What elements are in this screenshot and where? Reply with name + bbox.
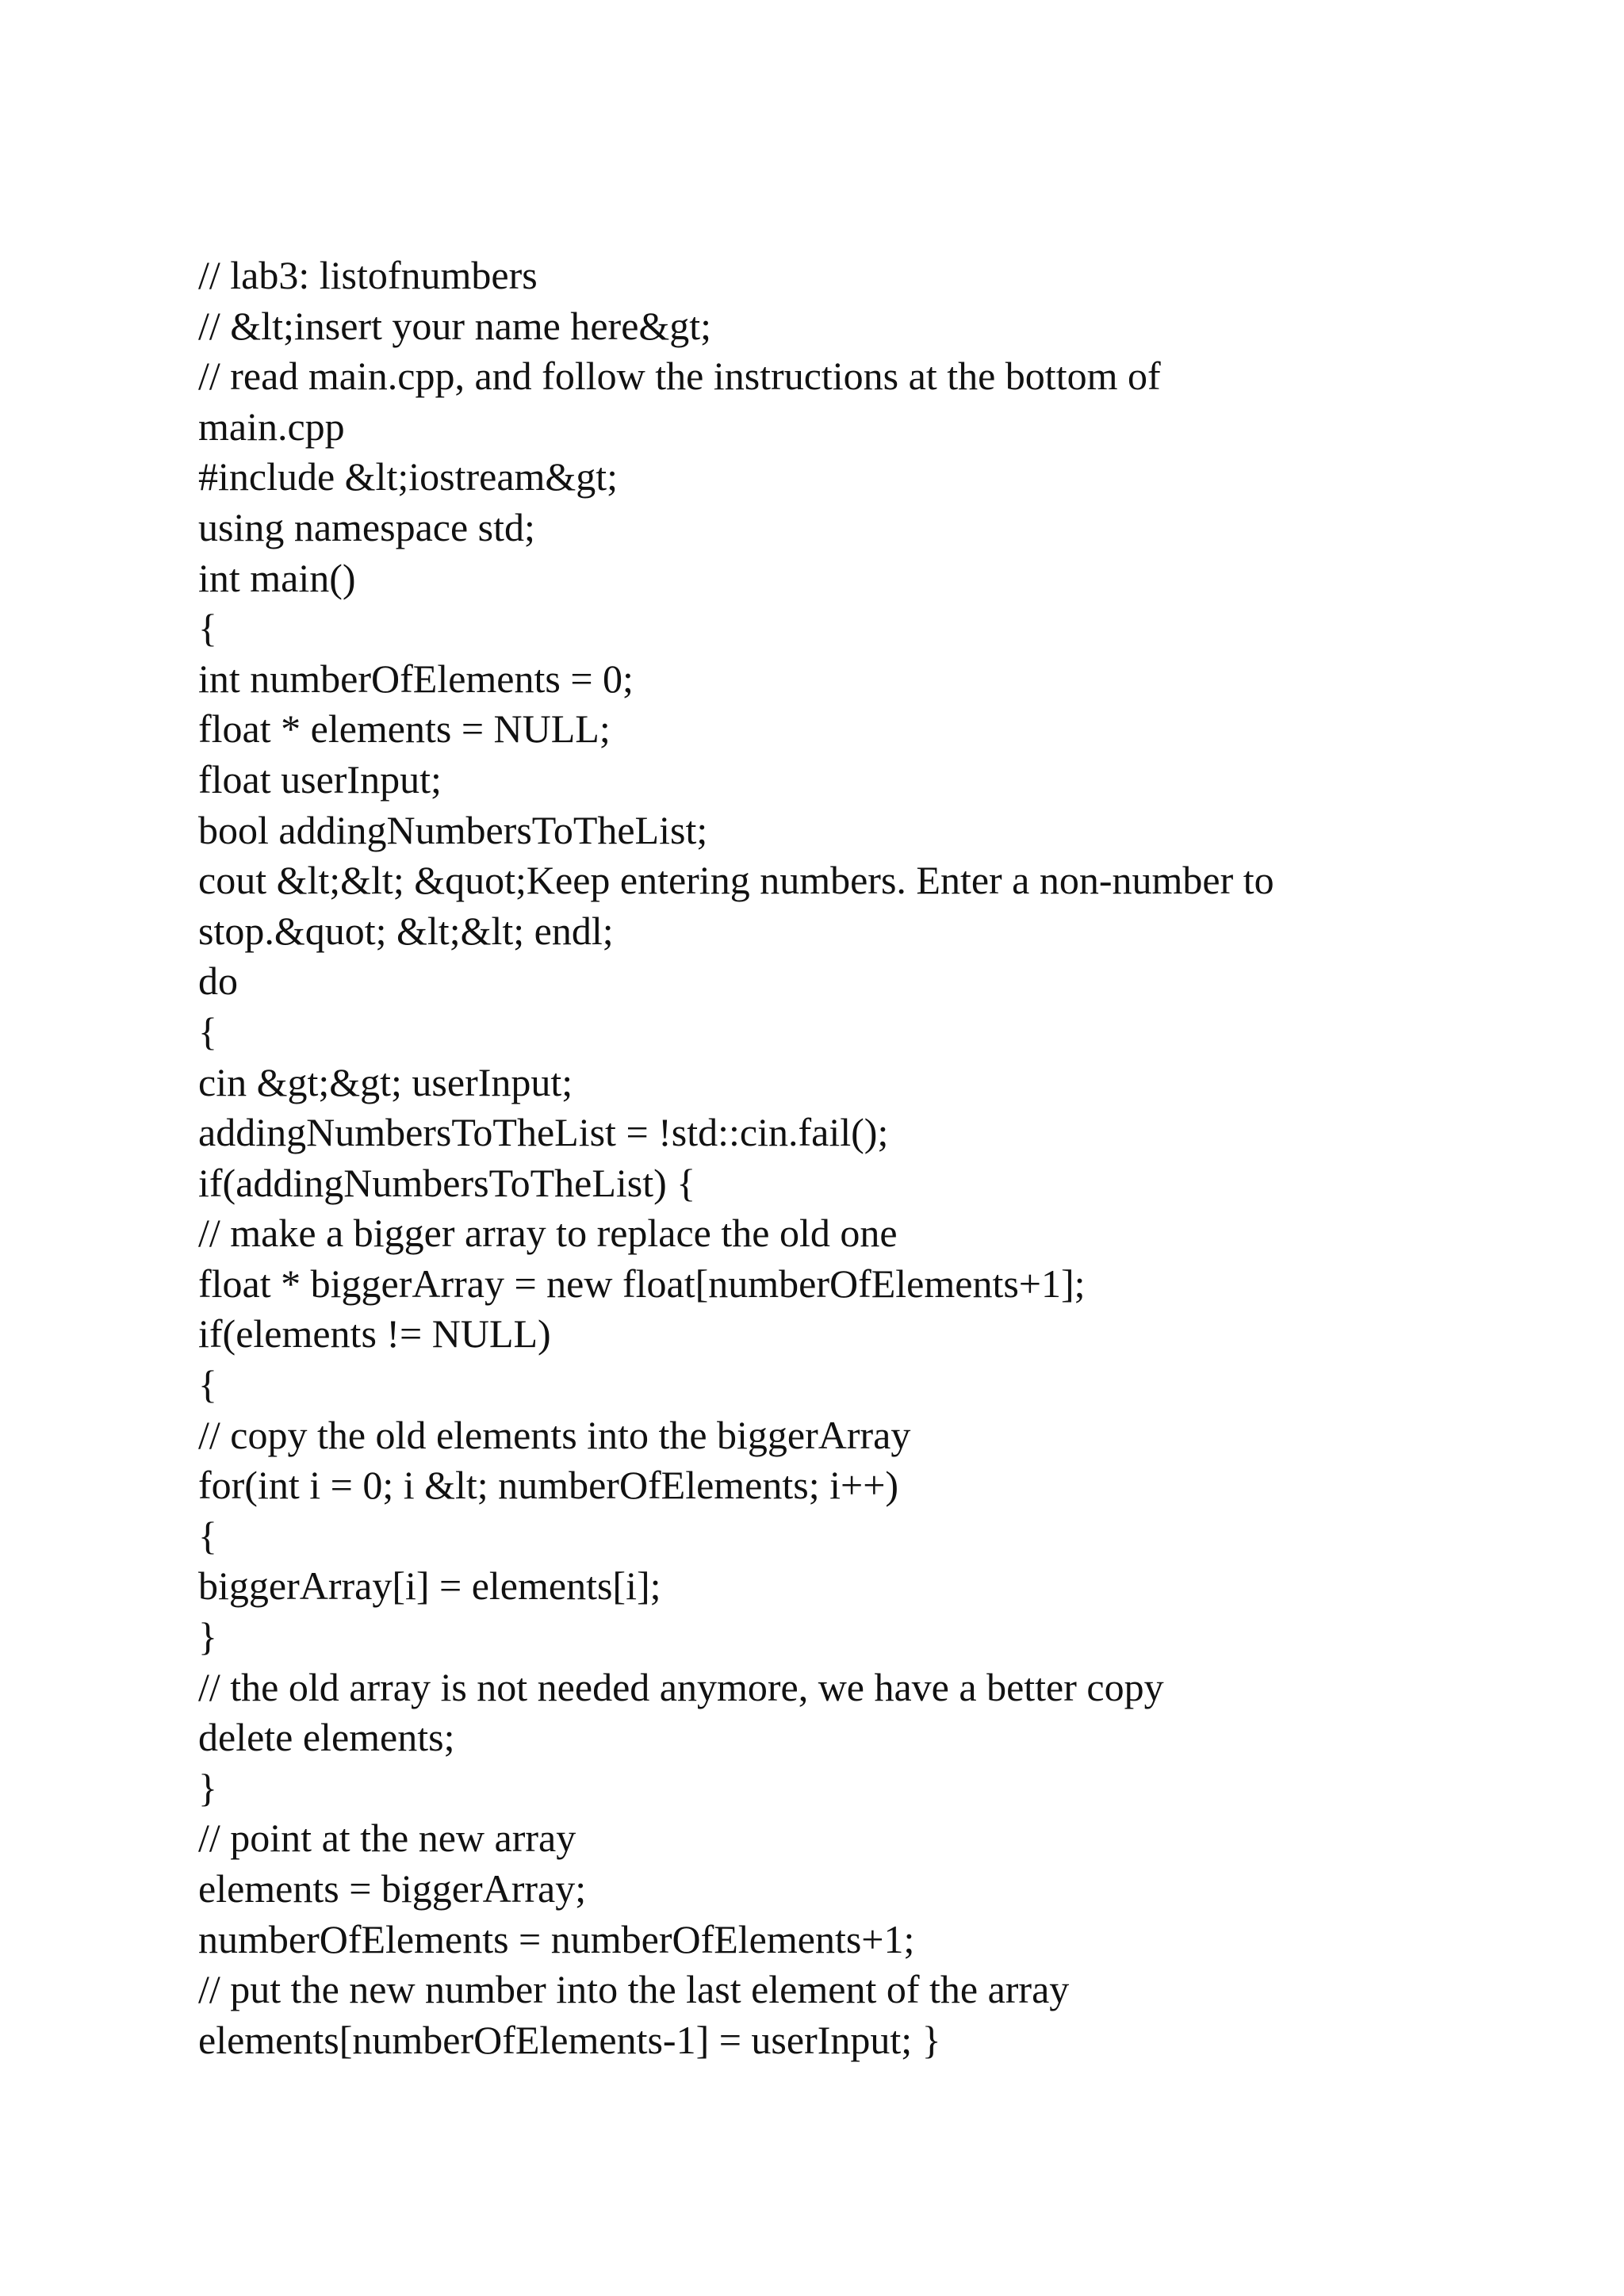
code-line: { — [198, 1362, 217, 1407]
code-line: } — [198, 1765, 217, 1810]
code-line: bool addingNumbersToTheList; — [198, 807, 708, 852]
code-line: if(addingNumbersToTheList) { — [198, 1160, 696, 1205]
code-line: float * elements = NULL; — [198, 706, 611, 752]
code-line: float userInput; — [198, 756, 442, 802]
code-line: int numberOfElements = 0; — [198, 656, 634, 701]
code-line: } — [198, 1614, 217, 1659]
code-line: // copy the old elements into the biggerArray — [198, 1412, 911, 1457]
code-line: { — [198, 606, 217, 651]
code-line: cout &lt;&lt; &quot;Keep entering numbers. Enter a non-number to — [198, 858, 1274, 903]
code-line: float * biggerArray = new float[numberOfElements+1]; — [198, 1261, 1086, 1306]
code-line: int main() — [198, 555, 356, 600]
code-line: stop.&quot; &lt;&lt; endl; — [198, 908, 614, 953]
code-line: elements = biggerArray; — [198, 1866, 587, 1911]
code-line: do — [198, 959, 238, 1004]
code-line: main.cpp — [198, 404, 345, 449]
code-line: { — [198, 1513, 217, 1558]
code-line: addingNumbersToTheList = !std::cin.fail(); — [198, 1110, 889, 1155]
code-line: // read main.cpp, and follow the instructions at the bottom of — [198, 354, 1161, 399]
code-line: for(int i = 0; i &lt; numberOfElements; i++) — [198, 1463, 899, 1508]
code-line: if(elements != NULL) — [198, 1311, 551, 1357]
code-line: // &lt;insert your name here&gt; — [198, 303, 712, 348]
code-line: // put the new number into the last element of the array — [198, 1967, 1070, 2012]
code-line: numberOfElements = numberOfElements+1; — [198, 1916, 915, 1961]
code-listing — [198, 251, 1515, 2065]
code-line: elements[numberOfElements-1] = userInput; } — [198, 2017, 941, 2062]
code-line: // point at the new array — [198, 1816, 576, 1861]
code-line: delete elements; — [198, 1715, 455, 1760]
code-line: using namespace std; — [198, 504, 535, 549]
code-line: biggerArray[i] = elements[i]; — [198, 1563, 661, 1609]
code-line: { — [198, 1008, 217, 1054]
code-line: // lab3: listofnumbers — [198, 253, 538, 297]
code-line: #include &lt;iostream&gt; — [198, 454, 619, 499]
code-line: // the old array is not needed anymore, we have a better copy — [198, 1664, 1164, 1709]
code-line: cin &gt;&gt; userInput; — [198, 1059, 573, 1104]
code-line: // make a bigger array to replace the old one — [198, 1211, 898, 1256]
